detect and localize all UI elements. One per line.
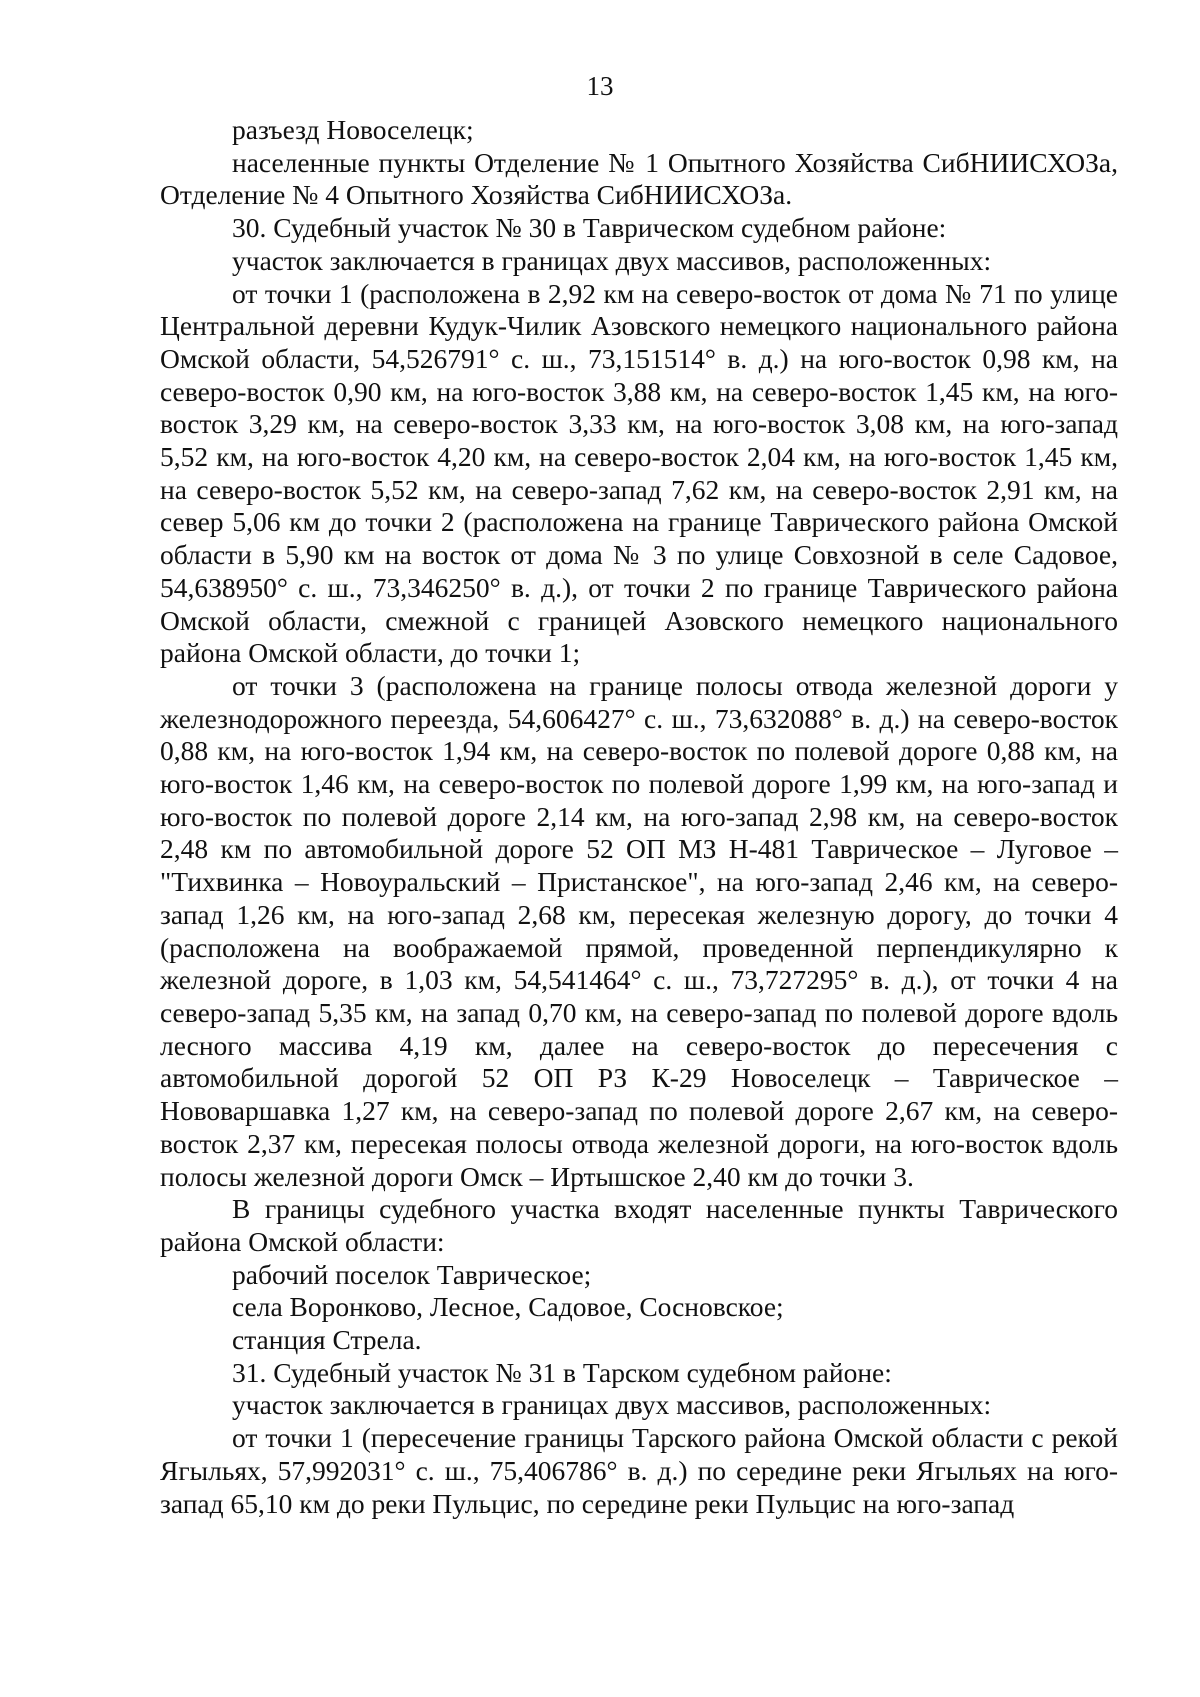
list-item-villages: села Воронково, Лесное, Садовое, Сосновское; xyxy=(232,1291,784,1323)
paragraph-included-settlements: В границы судебного участка входят населенные пункты Таврического района Омской области: xyxy=(160,1193,1118,1257)
section-heading-31: 31. Судебный участок № 31 в Тарском судебном районе: xyxy=(232,1356,892,1388)
list-item-workers-settlement: рабочий поселок Таврическое; xyxy=(232,1258,592,1290)
paragraph-two-arrays-31: участок заключается в границах двух массивов, расположенных: xyxy=(232,1389,992,1421)
paragraph-point-3-boundary: от точки 3 (расположена на границе полосы отвода железной дороги у железнодорожного переезда, 54,606427° с. ш., 73,632088° в. д.) на северо-восток 0,88 км, на юго-восток 1,94 км, на северо-восток по полевой дороге 0,88 км, на юго-восток 1,46 км, на северо-восток по полевой дороге 1,99 км, на юго-запад и юго-восток по полевой дороге 2,14 км, на юго-запад 2,98 км, на северо-восток 2,48 км по автомобильной дороге 52 ОП МЗ Н-481 Таврическое – Луговое – "Тихвинка – Новоуральский – Пристанское", на юго-запад 2,46 км, на северо-запад 1,26 км, на юго-запад 2,68 км, пересекая железную дорогу, до точки 4 (расположена на воображаемой прямой, проведенной перпендикулярно к железной дороге, в 1,03 км, 54,541464° с. ш., 73,727295° в. д.), от точки 4 на северо-запад 5,35 км, на запад 0,70 км, на северо-запад по полевой дороге вдоль лесного массива 4,19 км, далее на северо-восток до пересечения с автомобильной дорогой 52 ОП РЗ К-29 Новоселецк – Таврическое – Нововаршавка 1,27 км, на северо-запад по полевой дороге 2,67 км, на северо-восток 2,37 км, пересекая полосы отвода железной дороги, на юго-восток вдоль полосы железной дороги Омск – Иртышское 2,40 км до точки 3. xyxy=(160,669,1118,1192)
paragraph-point-1-boundary: от точки 1 (расположена в 2,92 км на северо-восток от дома № 71 по улице Центральной деревни Кудук-Чилик Азовского немецкого национального района Омской области, 54,526791° с. ш., 73,151514° в. д.) на юго-восток 0,98 км, на северо-восток 0,90 км, на юго-восток 3,88 км, на северо-восток 1,45 км, на юго-восток 3,29 км, на северо-восток 3,33 км, на юго-восток 3,08 км, на юго-запад 5,52 км, на юго-восток 4,20 км, на северо-восток 2,04 км, на юго-восток 1,45 км, на северо-восток 5,52 км, на северо-запад 7,62 км, на северо-восток 2,91 км, на север 5,06 км до точки 2 (расположена на границе Таврического района Омской области в 5,90 км на восток от дома № 3 по улице Совхозной в селе Садовое, 54,638950° с. ш., 73,346250° в. д.), от точки 2 по границе Таврического района Омской области, смежной с границей Азовского немецкого национального района Омской области, до точки 1; xyxy=(160,277,1118,669)
paragraph-settlements-sibniishoz: населенные пункты Отделение № 1 Опытного Хозяйства СибНИИСХОЗа, Отделение № 4 Опытного Хозяйства СибНИИСХОЗа. xyxy=(160,146,1118,211)
paragraph-two-arrays-30: участок заключается в границах двух массивов, расположенных: xyxy=(232,244,992,276)
paragraph-razezd: разъезд Новоселецк; xyxy=(232,114,474,145)
document-body xyxy=(160,114,1118,1520)
list-item-station: станция Стрела. xyxy=(232,1324,422,1356)
paragraph-point-1-tara: от точки 1 (пересечение границы Тарского района Омской области с рекой Ягыльях, 57,992031° с. ш., 75,406786° в. д.) по середине реки Ягыльях на юго-запад 65,10 км до реки Пульцис, по середине реки Пульцис на юго-запад xyxy=(160,1422,1118,1519)
section-heading-30: 30. Судебный участок № 30 в Таврическом судебном районе: xyxy=(232,212,947,244)
page-number: 13 xyxy=(586,71,614,101)
